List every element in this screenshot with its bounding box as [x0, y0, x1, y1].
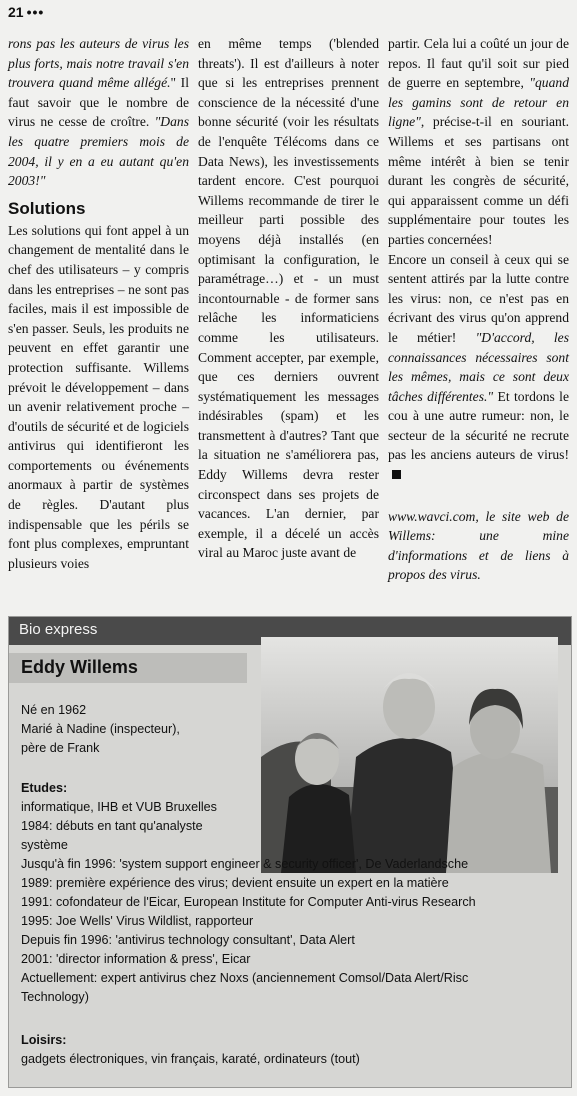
end-of-article-mark	[392, 470, 401, 479]
col1-intro-italic: rons pas les auteurs de virus les plus forts, mais notre travail s'en trouvera quand même allégé.	[8, 36, 189, 91]
studies-line: informatique, IHB et VUB Bruxelles	[21, 800, 217, 814]
studies-line: système	[21, 838, 68, 852]
studies-line: 1991: cofondateur de l'Eicar, European Institute for Computer Anti-virus Research	[21, 895, 476, 909]
bio-title: Bio express	[19, 621, 98, 638]
page-number-text: 21	[8, 4, 24, 20]
col3-p1-a: partir. Cela lui a coûté un jour de repos. Il faut qu'il soit sur pied de guerre en septembre,	[388, 36, 569, 91]
section-heading-solutions: Solutions	[8, 198, 86, 218]
studies-line: 1989: première expérience des virus; devient ensuite un expert en la matière	[21, 876, 449, 890]
bio-personal-line: père de Frank	[21, 741, 100, 755]
col1-quote: "Dans les quatre premiers mois de 2004, il y en a eu autant qu'en 2003!"	[8, 114, 189, 189]
studies-label: Etudes:	[21, 781, 68, 795]
col1-solutions-paragraph: Les solutions qui font appel à un changement de mentalité dans le chef des utilisateurs – y compris dans les entreprises – ne sont pas faciles, mais il est impossible de s'en passer. Seuls, les produits ne peuvent en effet garantir une protection suffisante. Willems prévoit le développement – dans un avenir relativement proche – d'outils de sécurité et de logiciels antivirus qui identifieront les comportements ou événements anormaux à partir de systèmes de règles. D'autant plus indispensable que les périls se font plus complexes, empruntant plusieurs voies	[8, 222, 189, 571]
col3-paragraph-2	[388, 250, 569, 485]
studies-line: 2001: 'director information & press', Eicar	[21, 952, 251, 966]
studies-line: Actuellement: expert antivirus chez Noxs (anciennement Comsol/Data Alert/Risc	[21, 971, 469, 985]
page-number	[8, 4, 44, 22]
article-column-3	[388, 34, 569, 585]
bio-name: Eddy Willems	[21, 657, 138, 677]
col3-p2-a: Encore un conseil à ceux qui se sentent attirés par la lutte contre les virus: non, ce n'est pas en écrivant des virus qu'on apprend le métier!	[388, 251, 569, 345]
article-column-2	[198, 34, 379, 563]
col1-intro	[8, 34, 189, 191]
page-header-dots: •••	[26, 4, 45, 20]
article-columns	[8, 34, 569, 604]
hobbies-label: Loisirs:	[21, 1033, 67, 1047]
col3-p1-quote: "quand les gamins sont de retour en ligne"	[388, 75, 569, 130]
bio-personal-line: Marié à Nadine (inspecteur),	[21, 722, 180, 736]
col3-p2-b: Et tordons le cou à une autre rumeur: non, le secteur de la sécurité ne recrute pas les anciens auteurs de virus!	[388, 388, 569, 463]
bio-express-box	[8, 616, 572, 1088]
col3-p2-quote: "D'accord, les connaissances nécessaires sont les mêmes, mais ce sont deux tâches différentes."	[388, 329, 569, 404]
col2-paragraph: en même temps ('blended threats'). Il est d'ailleurs à noter que si les entreprises prennent conscience de la nécessité d'une bonne sécurité (voir les résultats de l'enquête Télécoms dans ce Data News), les investissements tardent encore. C'est pourquoi Willems recommande de tirer le meilleur parti possible des moyens déjà installés (en optimisant la configuration, le paramétrage…) et - un must incontournable - de former sans relâche les informaticiens comme les utilisateurs. Comment accepter, par exemple, que ces derniers ouvrent systématiquement les messages indésirables (spam) et les transmettent à d'autres? Tant que la situation ne s'améliorera pas, Eddy Willems devra rester circonspect dans ses projets de vacances. L'an dernier, par exemple, il a décelé un accès viral au Maroc juste avant de	[198, 36, 379, 561]
col3-paragraph-1	[388, 34, 569, 250]
hobbies-text: gadgets électroniques, vin français, karaté, ordinateurs (tout)	[21, 1052, 360, 1066]
studies-line: 1984: débuts en tant qu'analyste	[21, 819, 203, 833]
bio-studies	[21, 779, 561, 1007]
studies-line: Depuis fin 1996: 'antivirus technology consultant', Data Alert	[21, 933, 355, 947]
col3-p1-b: , précise-t-il en souriant. Willems et ses partisans ont même intérêt à bien se tenir durant les congrès de sécurité, qui apparaissent comme un défi supplémentaire pour toutes les parties concernées!	[388, 114, 569, 247]
col1-intro-rest: " Il faut savoir que le nombre de virus ne cesse de croître.	[8, 75, 189, 130]
studies-line: Jusqu'à fin 1996: 'system support engineer & security officer', De Vaderlandsche	[21, 857, 469, 871]
studies-line: 1995: Joe Wells' Virus Wildlist, rapporteur	[21, 914, 254, 928]
studies-line: Technology)	[21, 990, 89, 1004]
bio-personal-line: Né en 1962	[21, 703, 87, 717]
bio-hobbies	[21, 1031, 561, 1069]
bio-name-bar	[9, 653, 247, 683]
col3-url-paragraph: www.wavci.com, le site web de Willems: une mine d'informations et de liens à propos des virus.	[388, 508, 569, 583]
bio-personal-info	[21, 701, 251, 758]
article-column-1	[8, 34, 189, 573]
